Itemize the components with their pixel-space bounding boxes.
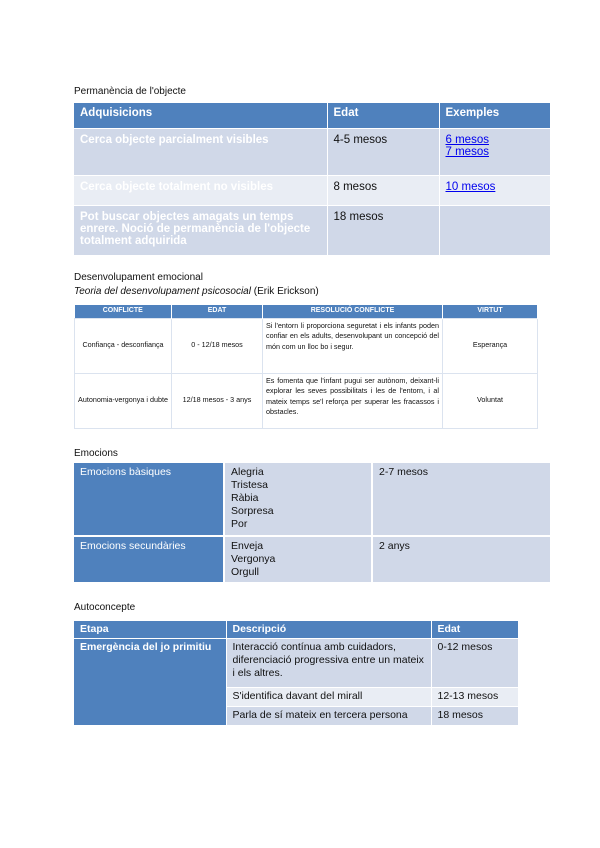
- edat-cell: 18 mesos: [431, 706, 518, 725]
- descripcio-cell: S'identifica davant del mirall: [226, 687, 431, 706]
- edat-cell: 0 - 12/18 mesos: [172, 318, 263, 373]
- example-link[interactable]: 7 mesos: [445, 145, 489, 158]
- etapa-cell: Emergència del jo primitiu: [74, 638, 226, 725]
- emotion-item: Alegria: [231, 466, 264, 478]
- emotion-item: Orgull: [231, 566, 260, 578]
- adquisicio-cell: Cerca objecte totalment no visibles: [74, 175, 327, 205]
- virtut-cell: Esperança: [443, 318, 538, 373]
- descripcio-cell: Parla de sí mateix en tercera persona: [226, 706, 431, 725]
- subtitle-italic: Teoria del desenvolupament psicosocial: [74, 286, 251, 297]
- table-row: [75, 318, 538, 373]
- llista-cell: [224, 536, 372, 582]
- edat-cell: 4-5 mesos: [327, 128, 439, 175]
- table-row: [74, 205, 550, 255]
- column-header: Adquisicions: [74, 103, 327, 128]
- table-header-row: [74, 621, 518, 638]
- table-row: [74, 175, 550, 205]
- edat-cell: 18 mesos: [327, 205, 439, 255]
- descripcio-cell: Interacció contínua amb cuidadors, diferenciació progressiva entre un mateix i els altres.: [226, 638, 431, 687]
- emotion-item: Ràbia: [231, 492, 259, 504]
- adquisicio-cell: Cerca objecte parcialment visibles: [74, 128, 327, 175]
- example-link[interactable]: 10 mesos: [445, 180, 496, 193]
- emotion-item: Vergonya: [231, 553, 276, 565]
- subtitle-author: (Erik Erickson): [250, 286, 319, 297]
- exemples-cell: [439, 128, 550, 175]
- edat-cell: 12/18 mesos - 3 anys: [172, 373, 263, 428]
- column-header: Etapa: [74, 621, 226, 638]
- tipus-cell: Emocions bàsiques: [74, 463, 224, 536]
- emotion-item: Por: [231, 518, 248, 530]
- column-header: RESOLUCIÓ CONFLICTE: [263, 305, 443, 318]
- emotion-item: Enveja: [231, 540, 264, 552]
- section-title-emocions: Emocions: [74, 448, 118, 459]
- conflicte-cell: Confiança - desconfiança: [75, 318, 172, 373]
- emotion-item: Sorpresa: [231, 505, 274, 517]
- edat-cell: 8 mesos: [327, 175, 439, 205]
- exemples-cell: [439, 175, 550, 205]
- table-header-row: [75, 305, 538, 318]
- resolucio-cell: Si l'entorn li proporciona seguretat i els infants poden confiar en els adults, desenvolupant un concepció del món com un lloc bo i segur.: [263, 318, 443, 373]
- edat-cell: 2 anys: [372, 536, 550, 582]
- adquisicio-cell: Pot buscar objectes amagats un temps enrere. Noció de permanència de l'objecte totalment adquirida: [74, 205, 327, 255]
- emocional-table: [74, 305, 538, 429]
- column-header: CONFLICTE: [75, 305, 172, 318]
- section-title-permanencia: Permanència de l'objecte: [74, 86, 186, 97]
- emotion-item: Tristesa: [231, 479, 268, 491]
- exemples-cell: [439, 205, 550, 255]
- column-header: Edat: [327, 103, 439, 128]
- table-row: [74, 463, 550, 536]
- virtut-cell: Voluntat: [443, 373, 538, 428]
- tipus-cell: Emocions secundàries: [74, 536, 224, 582]
- table-header-row: [74, 103, 550, 128]
- section-title-autoconcepte: Autoconcepte: [74, 602, 136, 613]
- table-row: [74, 128, 550, 175]
- emocions-table: [74, 463, 550, 582]
- column-header: EDAT: [172, 305, 263, 318]
- section-title-emocional: Desenvolupament emocional: [74, 272, 203, 283]
- section-subtitle: [74, 286, 319, 297]
- table-row: [74, 536, 550, 582]
- table-row: [74, 638, 518, 687]
- table-row: [75, 373, 538, 428]
- autoconcepte-table: [74, 621, 519, 725]
- permanencia-table: [74, 103, 551, 255]
- column-header: VIRTUT: [443, 305, 538, 318]
- edat-cell: 12-13 mesos: [431, 687, 518, 706]
- example-link[interactable]: 6 mesos: [445, 133, 489, 146]
- edat-cell: 2-7 mesos: [372, 463, 550, 536]
- conflicte-cell: Autonomia-vergonya i dubte: [75, 373, 172, 428]
- column-header: Edat: [431, 621, 518, 638]
- resolucio-cell: Es fomenta que l'infant pugui ser autònom, deixant-li explorar les seves possibilitats i les de l'entorn, i al mateix temps se'l reforça per superar les fracassos i obstacles.: [263, 373, 443, 428]
- column-header: Exemples: [439, 103, 550, 128]
- column-header: Descripció: [226, 621, 431, 638]
- llista-cell: [224, 463, 372, 536]
- edat-cell: 0-12 mesos: [431, 638, 518, 687]
